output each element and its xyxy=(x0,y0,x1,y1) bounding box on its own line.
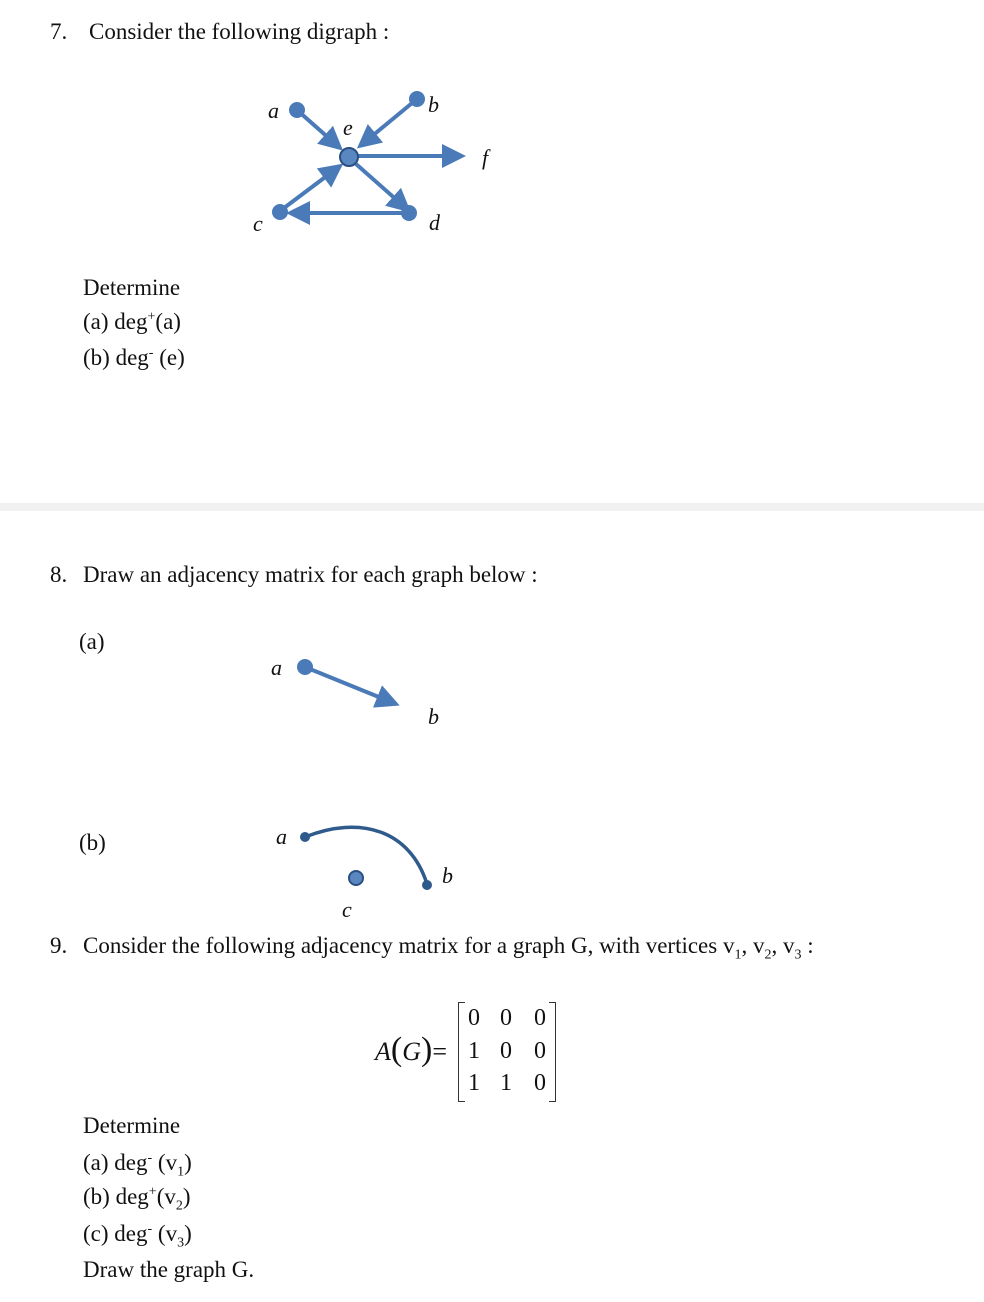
q7-node-a-label: a xyxy=(268,98,279,123)
q9-matrix-lhs: A(G)= xyxy=(375,1031,447,1068)
node-a xyxy=(300,832,310,842)
matrix-cell: 0 xyxy=(534,1005,546,1031)
node-b xyxy=(422,880,432,890)
q8-part-b-label: (b) xyxy=(79,830,106,855)
q7-number: 7. xyxy=(50,19,68,44)
edge-a-e xyxy=(297,110,340,148)
edge-e-d xyxy=(356,164,408,210)
q7-prompt: Consider the following digraph : xyxy=(89,19,390,44)
q7-node-c-label: c xyxy=(253,211,263,236)
page-divider xyxy=(0,503,984,511)
q8-prompt: Draw an adjacency matrix for each graph below : xyxy=(83,562,538,587)
q9-part-b: (b) $deg^+(v_2)$ xyxy=(83,1184,191,1214)
matrix-cell: 0 xyxy=(500,1038,512,1064)
q8-number: 8. xyxy=(50,562,68,587)
q9-final: Draw the graph G. xyxy=(83,1257,255,1282)
q7-node-d-label: d xyxy=(429,210,440,235)
q9-prompt: Consider the following adjacency matrix for a graph G, with vertices $v_1$, $v_2$, $v_3$ : xyxy=(83,933,814,963)
matrix-cell: 0 xyxy=(500,1005,512,1031)
matrix-cell: 0 xyxy=(468,1005,480,1031)
node-c xyxy=(349,871,363,885)
q7-node-b-label: b xyxy=(428,92,439,117)
matrix-cell: 1 xyxy=(468,1038,480,1064)
q9-part-a: (a) deg- $(v_1)$ xyxy=(83,1150,192,1180)
q8-part-a-label: (a) xyxy=(79,629,105,654)
q8b-node-c-label: c xyxy=(342,897,352,922)
node-a xyxy=(289,102,305,118)
q7-part-a: (a) deg+(a) xyxy=(83,309,181,334)
q8a-node-a-label: a xyxy=(271,655,282,680)
q9-determine: Determine xyxy=(83,1113,181,1138)
edge-a-b xyxy=(305,667,396,704)
matrix-cell: 1 xyxy=(500,1070,512,1096)
matrix-cell: 0 xyxy=(534,1038,546,1064)
node-e xyxy=(340,148,358,166)
q9-number: 9. xyxy=(50,933,68,958)
matrix-cell: 1 xyxy=(468,1070,480,1096)
q7-determine: Determine xyxy=(83,275,181,300)
q9-part-c: (c) deg- $(v_3)$ xyxy=(83,1221,192,1251)
edge-b-e xyxy=(360,99,417,146)
q7-part-b: (b) deg- (e) xyxy=(83,345,185,370)
node-b xyxy=(409,91,425,107)
edge-c-e xyxy=(280,166,340,211)
q8-graph-a xyxy=(0,640,984,760)
q8b-node-b-label: b xyxy=(442,863,453,888)
q7-node-e-label: e xyxy=(343,115,353,140)
q8b-node-a-label: a xyxy=(276,824,287,849)
q7-node-f-label: f xyxy=(482,145,489,170)
q7-digraph xyxy=(0,0,984,300)
matrix-cell: 0 xyxy=(534,1070,546,1096)
q8a-node-b-label: b xyxy=(428,704,439,729)
node-c xyxy=(272,204,288,220)
q8-graph-b xyxy=(0,800,984,920)
node-a xyxy=(297,659,313,675)
node-d xyxy=(401,205,417,221)
edge-a-b-curve xyxy=(305,827,427,884)
